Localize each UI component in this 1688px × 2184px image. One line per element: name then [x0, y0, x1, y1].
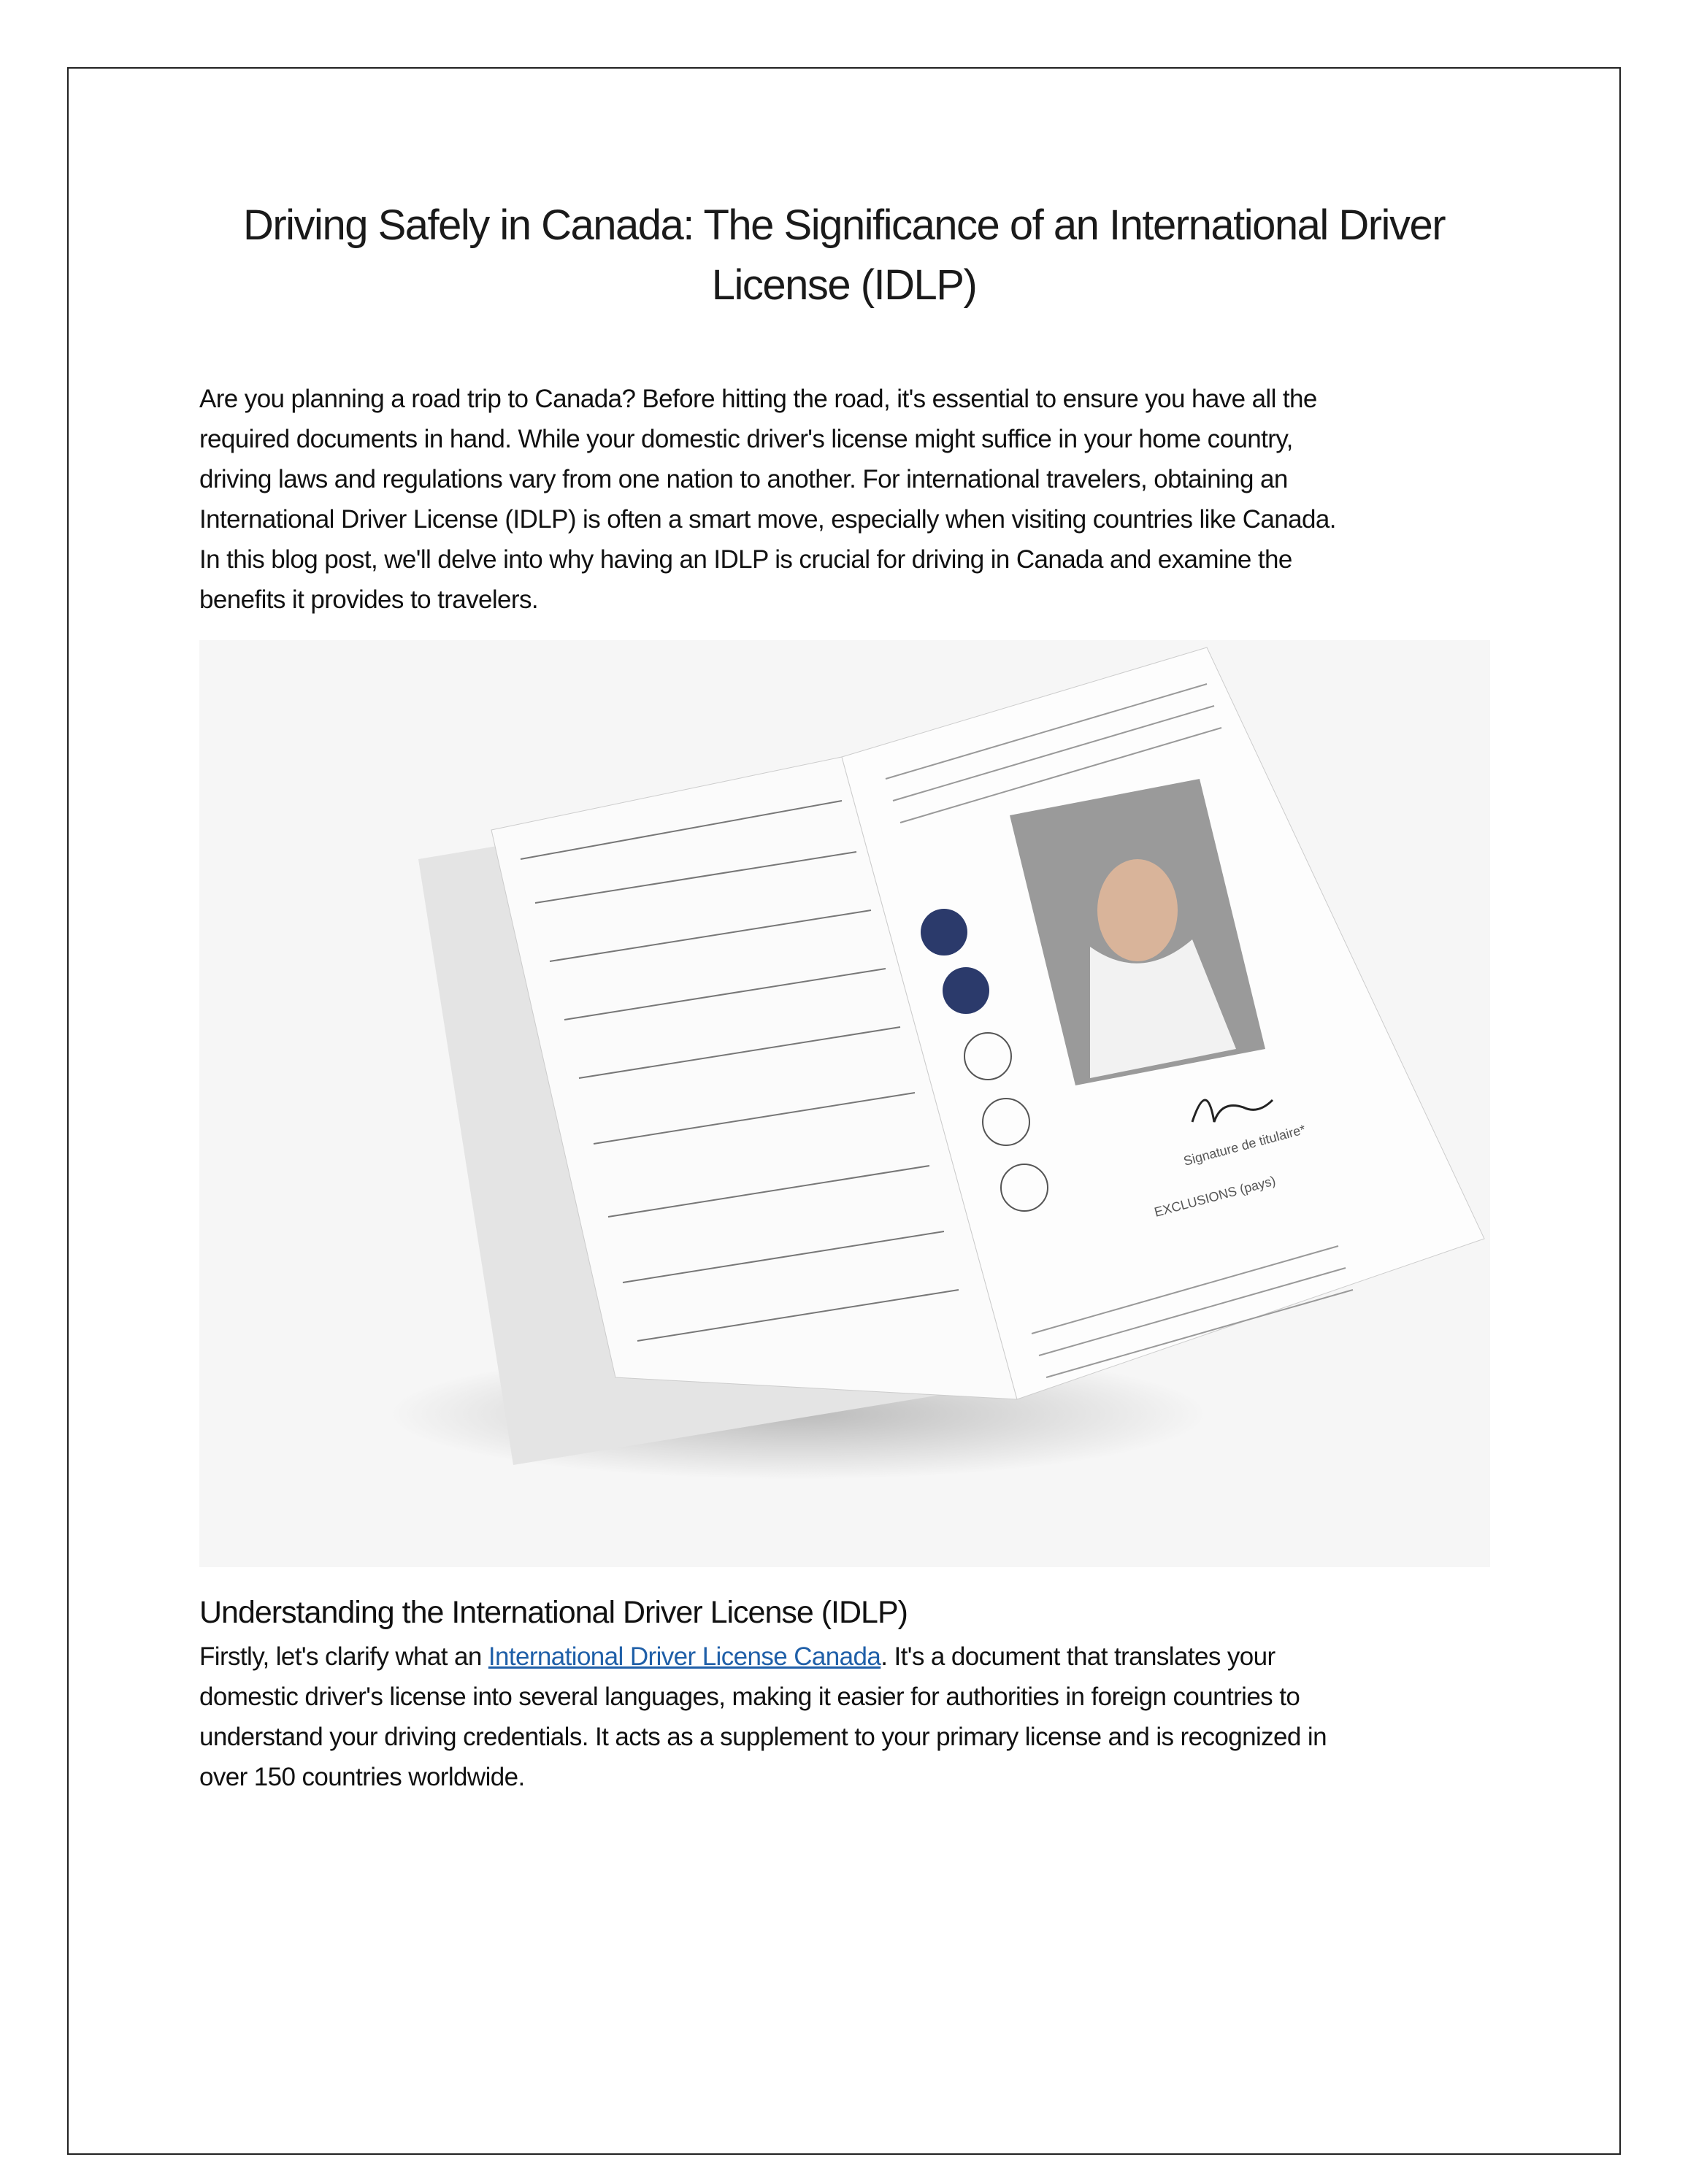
section-line: domestic driver's license into several languages, making it easier for authorities in foreign countries to [199, 1683, 1300, 1711]
intro-line: driving laws and regulations vary from one nation to another. For international travelers, obtaining an [199, 465, 1288, 493]
section-heading: Understanding the International Driver License (IDLP) [199, 1595, 908, 1630]
title-line-2: License (IDLP) [711, 261, 977, 309]
intro-line: benefits it provides to travelers. [199, 585, 538, 614]
exclusions-label: EXCLUSIONS (pays) [1152, 1173, 1278, 1220]
section-line: understand your driving credentials. It acts as a supplement to your primary license and is recognized in [199, 1723, 1327, 1751]
intro-line: In this blog post, we'll delve into why having an IDLP is crucial for driving in Canada and examine the [199, 545, 1292, 574]
idl-canada-link[interactable]: International Driver License Canada [488, 1642, 881, 1671]
holder-face [1097, 859, 1178, 961]
section-line: over 150 countries worldwide. [199, 1763, 525, 1791]
section-line [199, 1642, 1275, 1672]
open-booklet-illustration [199, 640, 1490, 1567]
intro-line: Are you planning a road trip to Canada? Before hitting the road, it's essential to ensure you have all the [199, 385, 1317, 413]
intro-line: International Driver License (IDLP) is often a smart move, especially when visiting countries like Canada. [199, 505, 1336, 534]
idlp-booklet-image [199, 640, 1490, 1567]
section-text: . It's a document that translates your [881, 1642, 1275, 1671]
signature-caption: Signature de titulaire* [1181, 1122, 1308, 1169]
title-line-1: Driving Safely in Canada: The Significance of an International Driver [242, 201, 1446, 249]
intro-line: required documents in hand. While your domestic driver's license might suffice in your home country, [199, 425, 1293, 453]
section-text: Firstly, let's clarify what an [199, 1642, 488, 1671]
